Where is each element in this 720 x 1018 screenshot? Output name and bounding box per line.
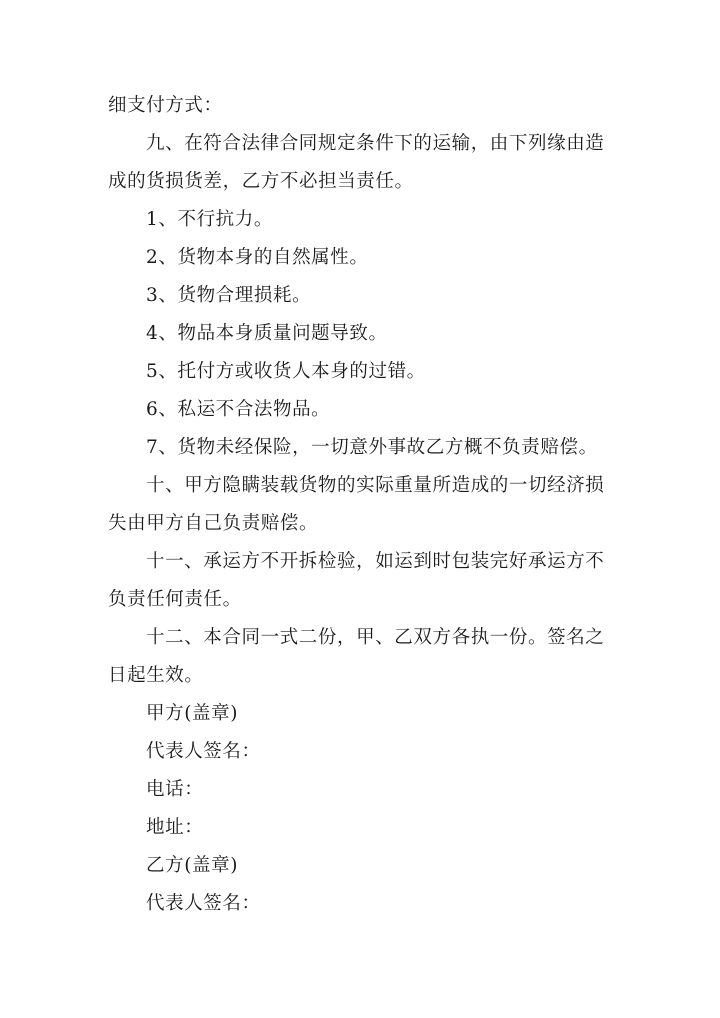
list-item: 4、物品本身质量问题导致。	[146, 323, 388, 344]
party-a-representative-signature: 代表人签名：	[146, 741, 261, 762]
party-b-representative-signature: 代表人签名：	[146, 893, 261, 914]
party-a-phone: 电话：	[146, 779, 204, 800]
clause-12-line-1: 十二、本合同一式二份，甲、乙双方各执一份。签名之	[146, 627, 605, 648]
list-item: 5、托付方或收货人本身的过错。	[146, 361, 426, 382]
clause-11-line-1: 十一、承运方不开拆检验，如运到时包装完好承运方不	[146, 551, 605, 572]
party-a-seal: 甲方(盖章)	[146, 703, 239, 724]
list-item: 2、货物本身的自然属性。	[146, 247, 369, 268]
clause-12-line-2: 日起生效。	[108, 665, 204, 686]
text-line: 细支付方式：	[108, 95, 223, 116]
clause-10-line-1: 十、甲方隐瞒装载货物的实际重量所造成的一切经济损	[146, 475, 605, 496]
clause-11-line-2: 负责任何责任。	[108, 589, 242, 610]
clause-9-line-1: 九、在符合法律合同规定条件下的运输，由下列缘由造	[146, 133, 605, 154]
list-item: 7、货物未经保险，一切意外事故乙方概不负责赔偿。	[146, 437, 598, 458]
clause-10-line-2: 失由甲方自己负责赔偿。	[108, 513, 319, 534]
clause-9-line-2: 成的货损货差，乙方不必担当责任。	[108, 171, 414, 192]
list-item: 1、不行抗力。	[146, 209, 273, 230]
list-item: 3、货物合理损耗。	[146, 285, 312, 306]
list-item: 6、私运不合法物品。	[146, 399, 331, 420]
party-b-seal: 乙方(盖章)	[146, 855, 239, 876]
party-a-address: 地址：	[146, 817, 204, 838]
